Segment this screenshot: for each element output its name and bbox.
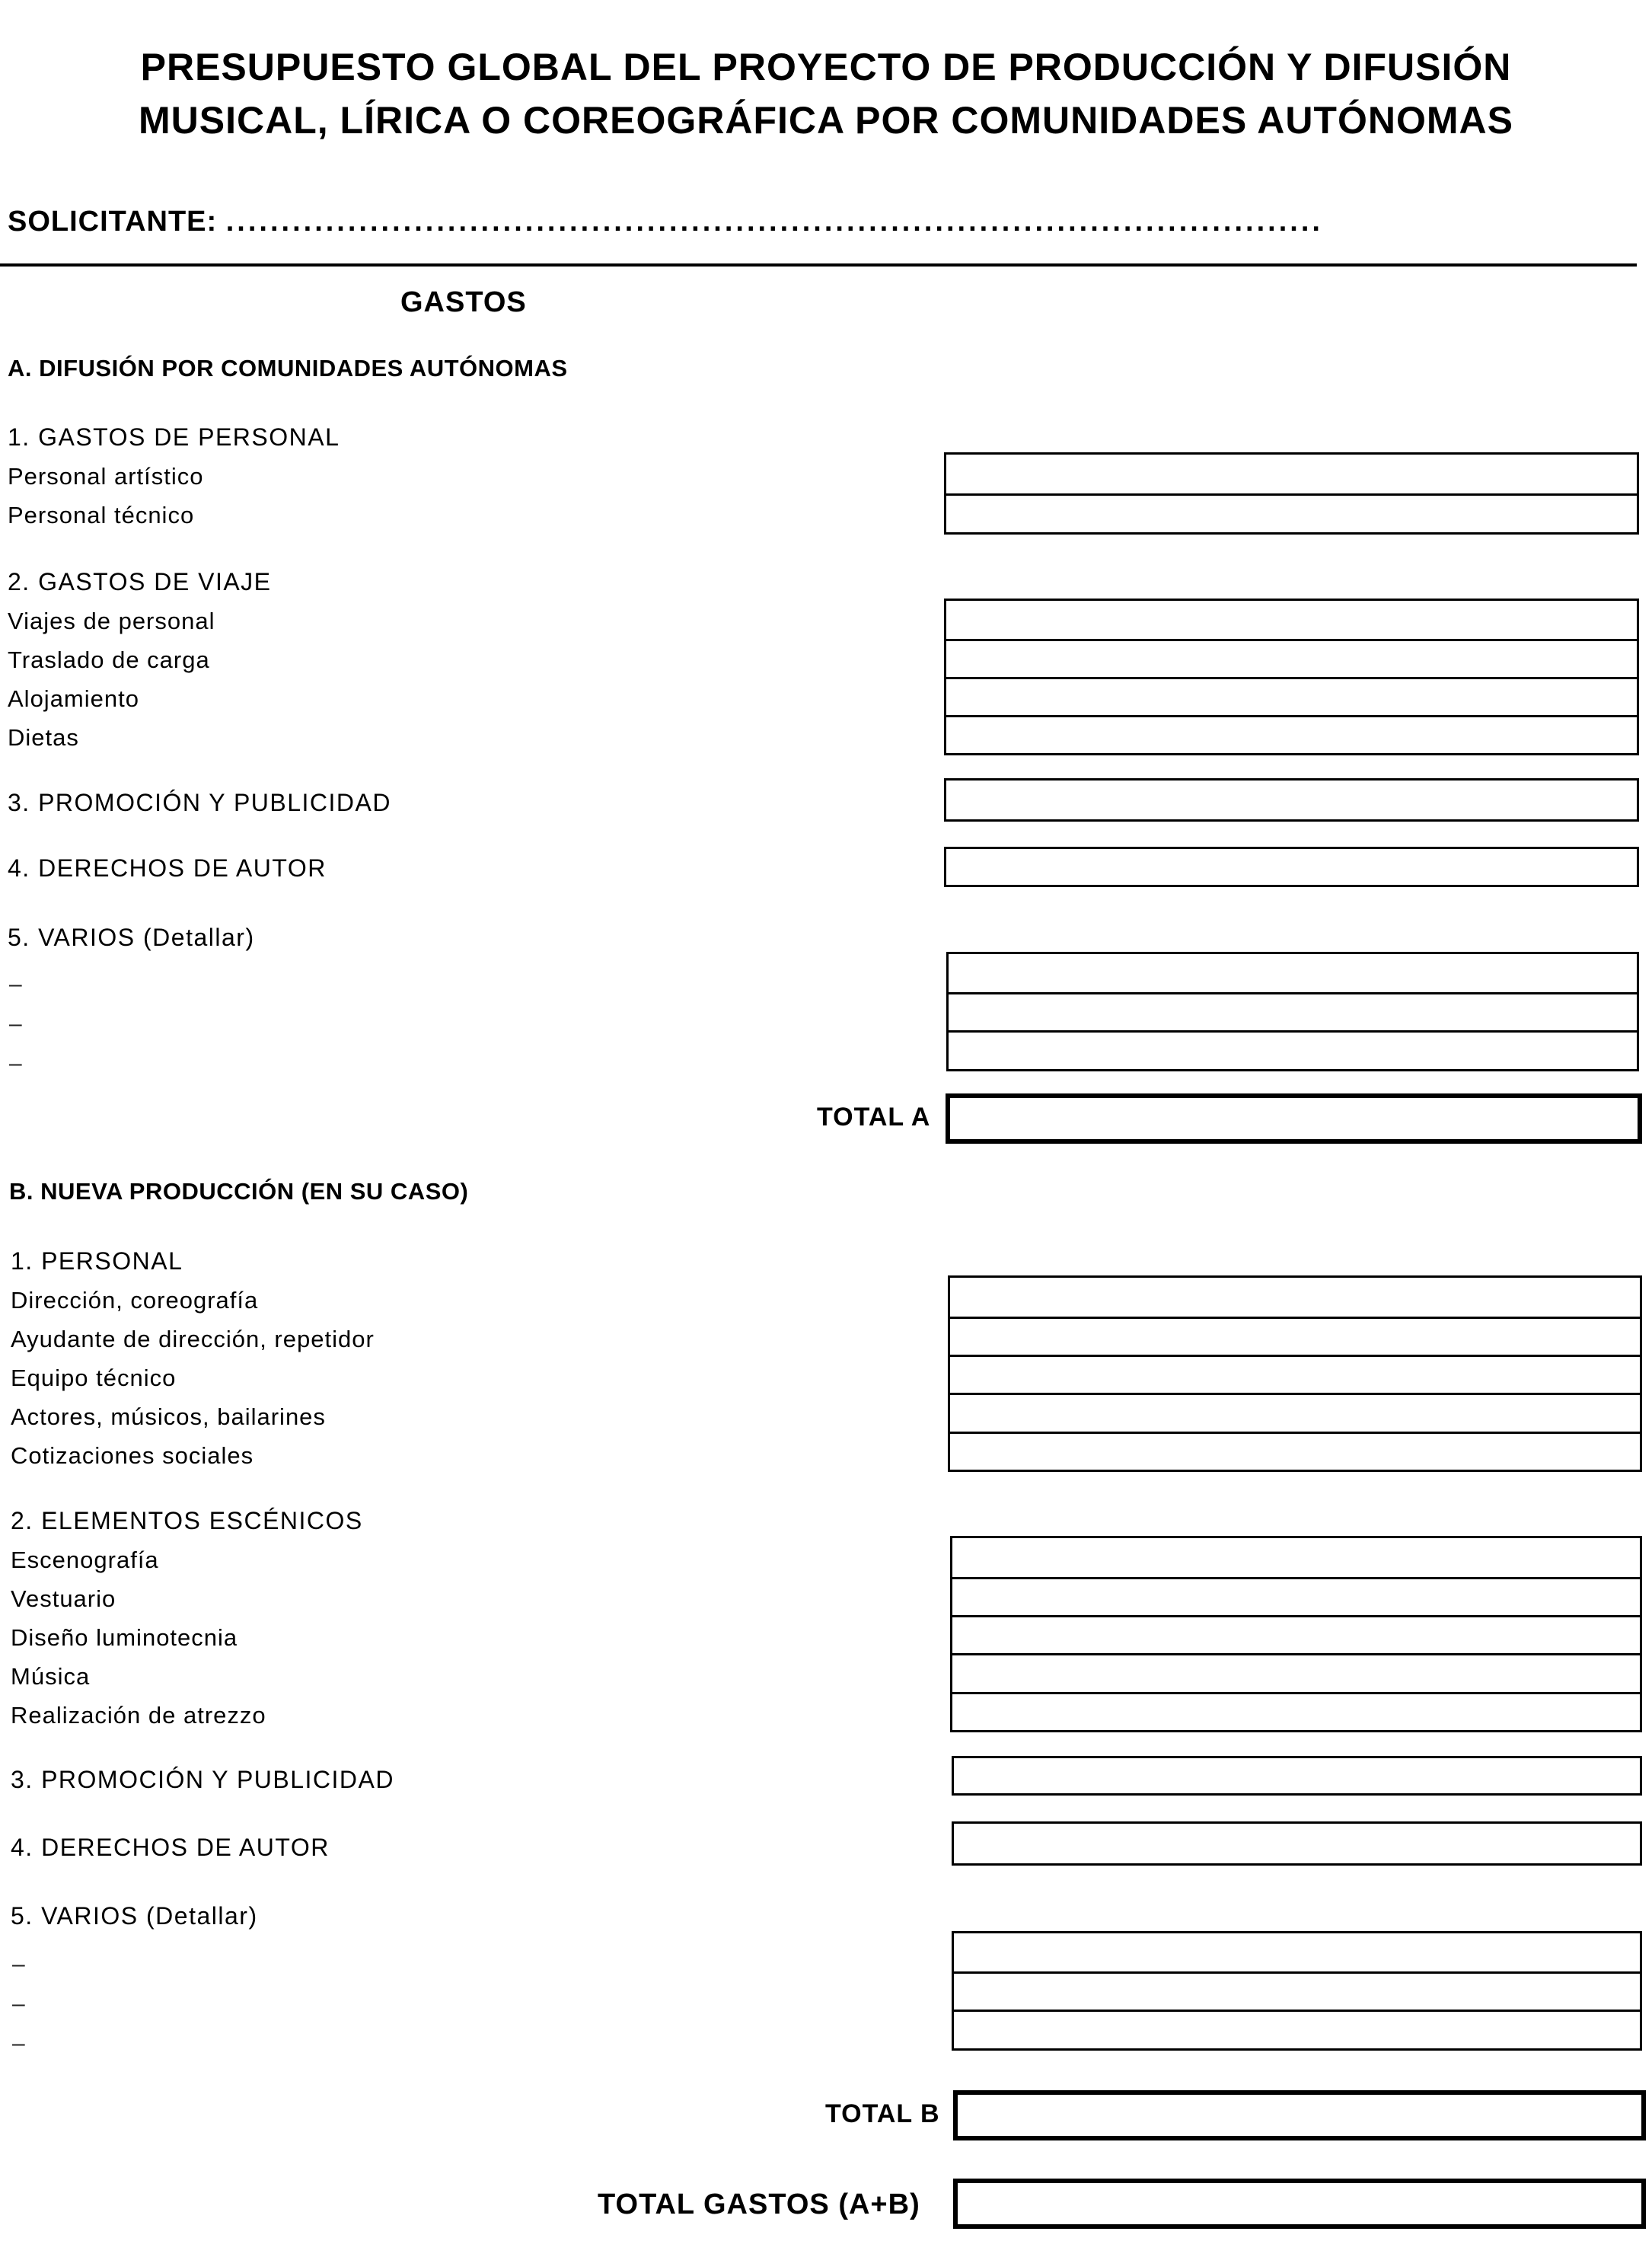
b-derechos-field[interactable] [952, 1821, 1642, 1866]
amount-field[interactable] [954, 2010, 1640, 2051]
amount-field[interactable] [952, 1577, 1640, 1617]
a-personal-boxes [944, 452, 1639, 535]
a-viaje-item: Alojamiento [8, 685, 139, 712]
a-promocion-label: 3. PROMOCIÓN Y PUBLICIDAD [8, 789, 391, 816]
b-personal-item: Equipo técnico [11, 1365, 177, 1391]
a-varios-item: – [9, 1011, 22, 1036]
amount-field[interactable] [952, 1538, 1640, 1577]
amount-field[interactable] [954, 1933, 1640, 1971]
amount-field[interactable] [950, 1355, 1640, 1395]
section-b-title: B. NUEVA PRODUCCIÓN (EN SU CASO) [9, 1178, 469, 1205]
a-varios-item: – [9, 972, 22, 997]
amount-field[interactable] [949, 954, 1637, 992]
amount-field[interactable] [949, 992, 1637, 1033]
amount-field[interactable] [950, 1393, 1640, 1434]
b-elementos-header: 2. ELEMENTOS ESCÉNICOS [11, 1507, 363, 1534]
total-gastos-label: TOTAL GASTOS (A+B) [598, 2188, 920, 2220]
section-a-title: A. DIFUSIÓN POR COMUNIDADES AUTÓNOMAS [8, 355, 568, 381]
b-promocion-label: 3. PROMOCIÓN Y PUBLICIDAD [11, 1766, 394, 1793]
b-elementos-item: Música [11, 1663, 91, 1690]
amount-field[interactable] [946, 715, 1637, 755]
b-elementos-item: Diseño luminotecnia [11, 1624, 238, 1651]
amount-field[interactable] [946, 455, 1637, 493]
amount-field[interactable] [950, 1317, 1640, 1357]
b-varios-item: – [12, 2031, 25, 2056]
total-a-label: TOTAL A [817, 1103, 931, 1132]
b-varios-header: 5. VARIOS (Detallar) [11, 1902, 258, 1930]
a-varios-boxes [946, 952, 1639, 1071]
a-personal-item: Personal artístico [8, 463, 204, 490]
b-promocion-field[interactable] [952, 1756, 1642, 1796]
amount-field[interactable] [952, 1692, 1640, 1732]
solicitante-field[interactable]: ................................................................................................... [225, 206, 1323, 238]
b-derechos-label: 4. DERECHOS DE AUTOR [11, 1834, 330, 1861]
a-viaje-item: Viajes de personal [8, 608, 215, 634]
a-personal-item: Personal técnico [8, 502, 195, 528]
a-viaje-header: 2. GASTOS DE VIAJE [8, 568, 272, 595]
amount-field[interactable] [952, 1653, 1640, 1694]
amount-field[interactable] [946, 493, 1637, 535]
total-b-label: TOTAL B [825, 2099, 940, 2128]
b-personal-item: Cotizaciones sociales [11, 1442, 254, 1469]
b-elementos-item: Vestuario [11, 1585, 116, 1612]
b-elementos-boxes [950, 1536, 1642, 1732]
amount-field[interactable] [946, 677, 1637, 717]
a-viaje-boxes [944, 599, 1639, 755]
b-elementos-item: Escenografía [11, 1547, 159, 1573]
amount-field[interactable] [952, 1615, 1640, 1655]
a-varios-item: – [9, 1051, 22, 1076]
total-gastos-field[interactable] [953, 2179, 1646, 2229]
a-viaje-item: Dietas [8, 724, 79, 751]
gastos-heading: GASTOS [400, 286, 527, 318]
a-promocion-field[interactable] [944, 778, 1639, 822]
a-derechos-field[interactable] [944, 847, 1639, 887]
form-title-line-2: MUSICAL, LÍRICA O COREOGRÁFICA POR COMUNIDADES AUTÓNOMAS [139, 99, 1513, 142]
a-viaje-item: Traslado de carga [8, 646, 210, 673]
amount-field[interactable] [950, 1278, 1640, 1317]
solicitante-row [8, 206, 1323, 238]
b-varios-item: – [12, 1991, 25, 2016]
form-title-line-1: PRESUPUESTO GLOBAL DEL PROYECTO DE PRODUCCIÓN Y DIFUSIÓN [140, 46, 1512, 88]
b-personal-item: Dirección, coreografía [11, 1287, 259, 1314]
total-a-field[interactable] [946, 1093, 1642, 1144]
amount-field[interactable] [946, 601, 1637, 639]
b-varios-boxes [952, 1931, 1642, 2051]
a-personal-header: 1. GASTOS DE PERSONAL [8, 423, 340, 451]
b-varios-item: – [12, 1952, 25, 1977]
b-personal-boxes [948, 1275, 1642, 1472]
a-derechos-label: 4. DERECHOS DE AUTOR [8, 854, 327, 882]
amount-field[interactable] [954, 1971, 1640, 2012]
b-personal-item: Ayudante de dirección, repetidor [11, 1326, 375, 1352]
solicitante-label: SOLICITANTE: [8, 206, 218, 238]
a-varios-header: 5. VARIOS (Detallar) [8, 924, 255, 951]
b-personal-header: 1. PERSONAL [11, 1247, 183, 1275]
amount-field[interactable] [949, 1030, 1637, 1071]
amount-field[interactable] [946, 639, 1637, 679]
b-elementos-item: Realización de atrezzo [11, 1702, 266, 1729]
header-divider [0, 263, 1637, 267]
total-b-field[interactable] [953, 2090, 1646, 2140]
amount-field[interactable] [950, 1432, 1640, 1472]
b-personal-item: Actores, músicos, bailarines [11, 1403, 326, 1430]
